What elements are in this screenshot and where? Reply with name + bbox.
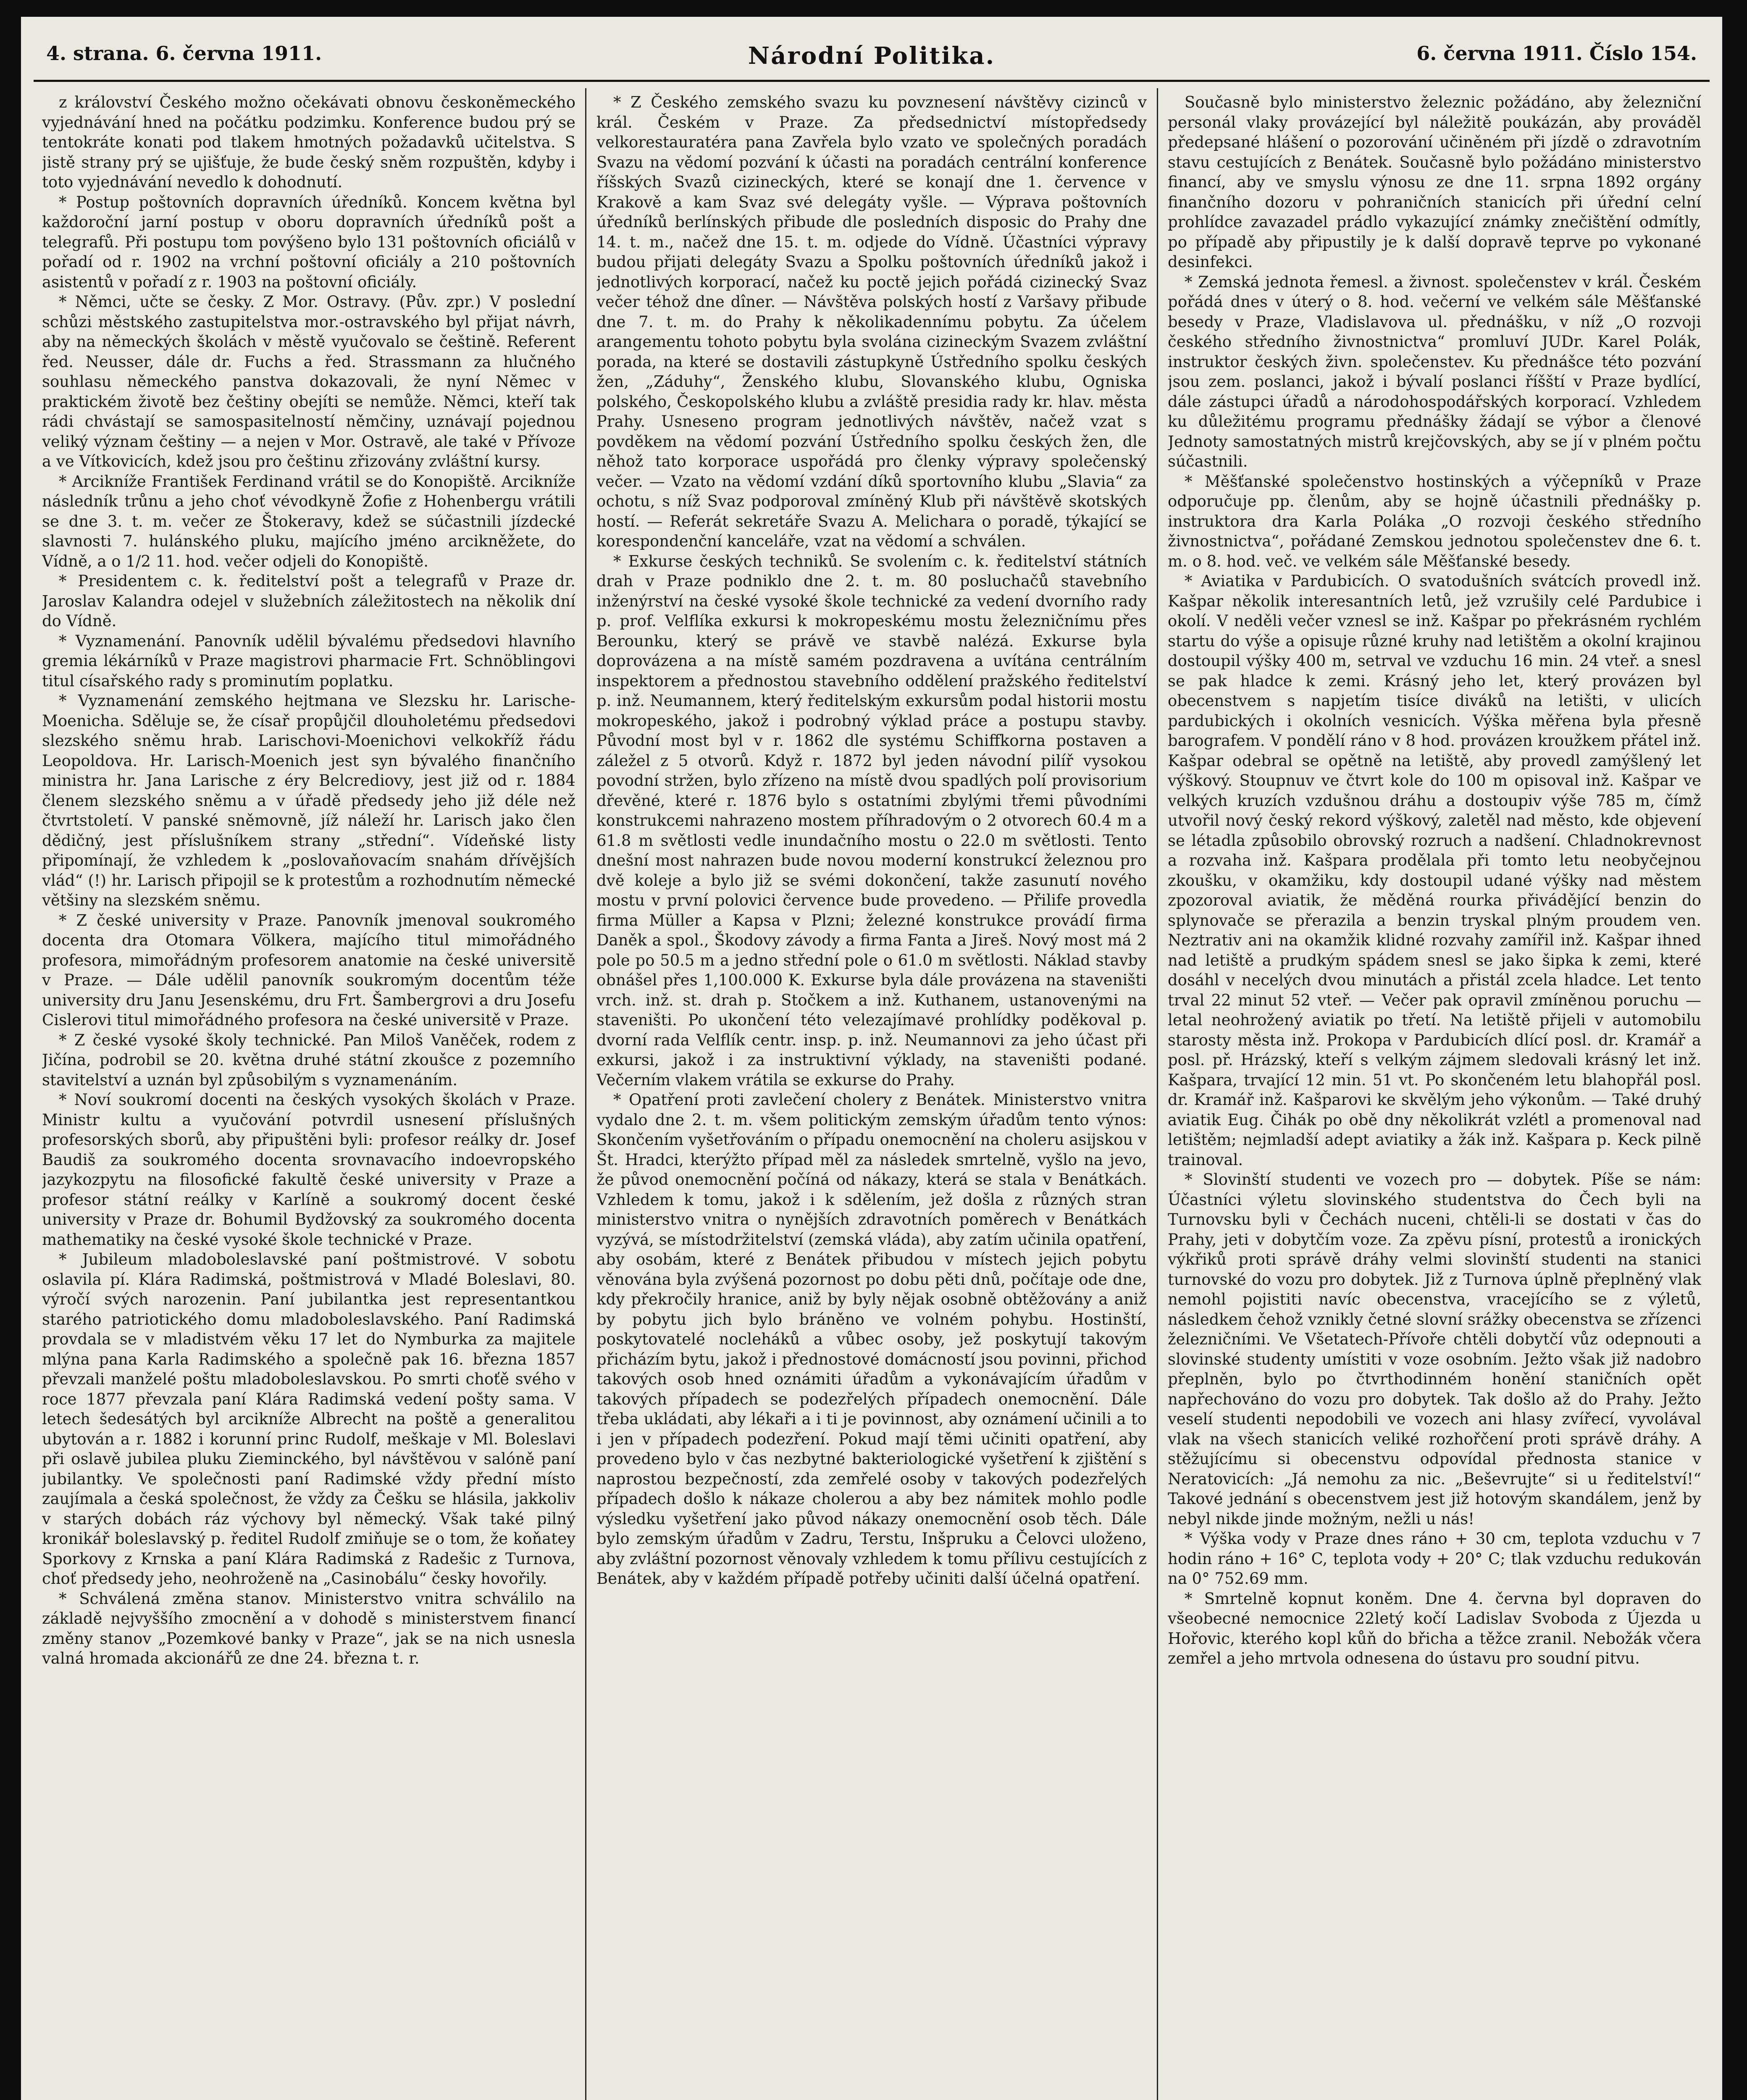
article: * Presidentem c. k. ředitelství pošt a telegrafů v Praze dr. Jaroslav Kalandra odejel v služebních záležitostech na několik dní do Vídně. <box>42 572 575 630</box>
article: * Němci, učte se česky. Z Mor. Ostravy. (Pův. zpr.) V poslední schůzi městského zastupitelstva mor.-ostravského byl přijat návrh, aby na německých školách v městě vyučovalo se češtině. Referent řed. Neusser, dále dr. Fuchs a řed. Strassmann za hlučného souhlasu německého panstva dokazovali, že nyní Němec v praktickém životě bez češtiny obejíti se nemůže. Němci, kteří tak rádi chvástají se samospasitelností němčiny, uznávají pojednou veliký význam češtiny — a nejen v Mor. Ostravě, ale také v Přívoze a ve Vítkovicích, kdež jsou pro češtinu zřizovány zvláštní kursy. <box>42 293 575 470</box>
article: * Exkurse českých techniků. Se svolením c. k. ředitelství státních drah v Praze podniklo dne 2. t. m. 80 posluchačů stavebního inženýrství na české vysoké škole technické za vedení dvorního rady p. prof. Velflíka exkursi k mokropeskému mostu železničnímu přes Berounku, který se právě ve stavbě nalézá. Exkurse byla doprovázena a na místě samém pozdravena a uvítána centrálním inspektorem a přednostou stavebního oddělení pražského ředitelství p. inž. Neumannem, který ředitelským exkursům podal historii mostu mokropeského, jakož i podrobný výklad práce a postupu stavby. Původní most byl v r. 1862 dle systému Schiffkorna postaven a záležel z 5 otvorů. Když r. 1872 byl jeden návodní pilíř vysokou povodní stržen, bylo zřízeno na místě dvou spadlých polí provisorium dřevěné, které r. 1876 bylo s ostatními zbylými třemi původními konstrukcemi nahrazeno mostem příhradovým o 2 otvorech 60.4 m a 61.8 m světlosti vedle inundačního mostu o 22.0 m světlosti. Tento dnešní most nahrazen bude novou moderní konstrukcí železnou pro dvě koleje a bylo již se svémi dokončení, takže zasunutí nového mostu v první polovici července bude provedeno. — Přilife provedla firma Müller a Kapsa v Plzni; železné konstrukce provádí firma Daněk a spol., Škodovy závody a firma Fanta a Jireš. Nový most má 2 pole po 50.5 m a jedno střední pole o 61.0 m světlosti. Náklad stavby obnášel přes 1,100.000 K. Exkurse byla dále provázena na staveništi vrch. inž. st. drah p. Stočkem a inž. Kuthanem, ustanovenými na staveništi. Po ukončení této velezajímavé prohlídky poděkoval p. dvorní rada Velflík centr. insp. p. inž. Neumannovi za jeho účast při exkursi, jakož i za instruktivní výklady, na staveništi podané. Večerním vlakem vrátila se exkurse do Prahy. <box>596 552 1147 1089</box>
page-header <box>34 42 1710 71</box>
article: * Vyznamenání. Panovník udělil bývalému předsedovi hlavního gremia lékárníků v Praze magistrovi pharmacie Frt. Schnöblingovi titul císařského rady s prominutím poplatku. <box>42 632 575 690</box>
article: * Vyznamenání zemského hejtmana ve Slezsku hr. Larische-Moenicha. Sděluje se, že císař propůjčil dlouholetému předsedovi slezského sněmu hrab. Larischovi-Moenichovi velkokříž řádu Leopoldova. Hr. Larisch-Moenich jest syn bývalého finančního ministra hr. Jana Larische z éry Belcrediovy, jest již od r. 1884 členem slezského sněmu a v úřadě předsedy jeho již déle než čtvrtstoletí. V panské sněmovně, jíž náleží hr. Larisch jako člen dědičný, jest příslušníkem strany „střední“. Vídeňské listy připomínají, že vzhledem k „poslovaňovacím snahám dřívějších vlád“ (!) hr. Larisch připojil se k protestům a rozhodnutím německé většiny na slezském sněmu. <box>42 692 575 909</box>
article: * Zemská jednota řemesl. a živnost. společenstev v král. Českém pořádá dnes v úterý o 8. hod. večerní ve velkém sále Měšťanské besedy v Praze, Vladislavova ul. přednášku, v níž „O rozvoji českého středního živnostnictva“ promluví JUDr. Karel Polák, instruktor českých živn. společenstev. Ku přednášce této pozvání jsou zem. poslanci, jakož i bývalí poslanci říšští v Praze bydlící, dále zástupci úřadů a národohospodářských korporací. Vzhledem ku důležitému programu přednášky žádají se výbor a členové Jednoty samostatných mistrů krejčovských, aby se jí v plném počtu súčastnili. <box>1168 273 1701 470</box>
newspaper-page <box>21 17 1722 2100</box>
column-divider <box>585 88 586 2100</box>
column-3 <box>1168 92 1701 2100</box>
column-2 <box>596 92 1147 2100</box>
article: * Schválená změna stanov. Ministerstvo vnitra schválilo na základě nejvyššího zmocnění a v dohodě s ministerstvem financí změny stanov „Pozemkové banky v Praze“, jak se na nich usnesla valná hromada akcionářů ze dne 24. března t. r. <box>42 1589 575 1667</box>
article: * Z české university v Praze. Panovník jmenoval soukromého docenta dra Otomara Völkera, majícího titul mimořádného profesora, mimořádným profesorem anatomie na české universitě v Praze. — Dále udělil panovník soukromým docentům téže university dru Janu Jesenskému, dru Frt. Šambergrovi a dru Josefu Cislerovi titul mimořádného profesora na české universitě v Praze. <box>42 911 575 1029</box>
header-left: 4. strana. 6. června 1911. <box>46 42 322 65</box>
article: * Postup poštovních dopravních úředníků. Koncem května byl každoroční jarní postup v oboru dopravních úředníků pošt a telegrafů. Při postupu tom povýšeno bylo 131 poštovních oficiálů v pořadí od r. 1902 na vrchní poštovní oficiály a 210 poštovních asistentů v pořadí z r. 1903 na poštovní oficiály. <box>42 193 575 291</box>
column-1 <box>42 92 575 2100</box>
article: * Z Českého zemského svazu ku povznesení návštěvy cizinců v král. Českém v Praze. Za předsednictví místopředsedy velkorestauratéra pana Zavřela bylo vzato ve společných poradách Svazu na vědomí pozvání k účasti na poradách centrální konference říšských Svazů cizineckých, které se konají dne 1. července v Krakově a kam Svaz své delegáty vyšle. — Výprava poštovních úředníků berlínských přibude dle posledních disposic do Prahy dne 14. t. m., načež dne 15. t. m. odjede do Vídně. Účastníci výpravy budou přijati delegáty Svazu a Spolku poštovních úředníků jakož i jednotlivých korporací, načež ku poctě jejich pořádá cizinecký Svaz večer téhož dne dîner. — Návštěva polských hostí z Varšavy přibude dne 7. t. m. do Prahy k několikadennímu pobytu. Za účelem arangementu tohoto pobytu byla svolána cizineckým Svazem zvláštní porada, na které se dostavili zástupkyně Ústředního spolku českých žen, „Záduhy“, Ženského klubu, Slovanského klubu, Ogniska polského, Českopolského klubu a zvláště presidia rady kr. hlav. města Prahy. Usneseno program jednotlivých návštěv, načež vzat s povděkem na vědomí pozvání Ústředního spolku českých žen, dle něhož tato korporace uspořádá pro členky výpravy společenský večer. — Vzato na vědomí vzdání díků sportovního klubu „Slavia“ za ochotu, s níž Svaz podporoval zmíněný Klub při návštěvě skotských hostí. — Referát sekretáře Svazu A. Melichara o poradě, týkající se korespondenční kanceláře, vzat na vědomí a schválen. <box>596 93 1147 550</box>
column-divider <box>1157 88 1158 2100</box>
article: * Jubileum mladoboleslavské paní poštmistrové. V sobotu oslavila pí. Klára Radimská, poštmistrová v Mladé Boleslavi, 80. výročí svých narozenin. Paní jubilantka jest representantkou starého patriotického domu mladoboleslavského. Paní Radimská provdala se v mladistvém věku 17 let do Nymburka za majitele mlýna pana Karla Radimského a společně pak 16. března 1857 převzali manželé poštu mladoboleslavskou. Po smrti choťě svého v roce 1877 převzala paní Klára Radimská vedení pošty sama. V letech šedesátých byl arcikníže Albrecht na poště a generalitou ubytován a r. 1882 i korunní princ Rudolf, meškaje v Ml. Boleslavi při oslavě jubilea pluku Zieminckého, byl návštěvou v salóně paní jubilantky. Ve společnosti paní Radimské vždy přední místo zaujímala a česká společnost, že vždy za Češku se hlásila, jakkoliv v starých dobách ráz výchovy byl německý. Však také pilný kronikář boleslavský p. ředitel Rudolf zmiňuje se o tom, že koňatey Sporkovy z Krnska a paní Klára Radimská z Radešic z Turnova, choť předsedy jeho, neohroženě na „Casinobálu“ česky hovořily. <box>42 1250 575 1588</box>
article: * Noví soukromí docenti na českých vysokých školách v Praze. Ministr kultu a vyučování potvrdil usnesení příslušných profesorských sborů, aby připuštěni byli: profesor reálky dr. Josef Baudiš za soukromého docenta srovnavacího indoevropského jazykozpytu na filosofické fakultě české university v Praze a profesor státní reálky v Karlíně a soukromý docent české university v Praze dr. Bohumil Bydžovský za soukromého docenta mathematiky na české vysoké škole technické v Praze. <box>42 1091 575 1249</box>
article: * Smrtelně kopnut koněm. Dne 4. června byl dopraven do všeobecné nemocnice 22letý kočí Ladislav Svoboda z Újezda u Hořovic, kterého kopl kůň do břicha a těžce zranil. Nebožák včera zemřel a jeho mrtvola odnesena do ústavu pro soudní pitvu. <box>1168 1589 1701 1667</box>
article: * Měšťanské společenstvo hostinských a výčepníků v Praze odporučuje pp. členům, aby se hojně účastnili přednášky p. instruktora dra Karla Poláka „O rozvoji českého středního živnostnictva“, pořádané Zemskou jednotou společenstev dne 6. t. m. o 8. hod. več. ve velkém sále Měšťanské besedy. <box>1168 472 1701 570</box>
article: * Výška vody v Praze dnes ráno + 30 cm, teplota vzduchu v 7 hodin ráno + 16° C, teplota vody + 20° C; tlak vzduchu redukován na 0° 752.69 mm. <box>1168 1530 1701 1588</box>
header-right: 6. června 1911. Číslo 154. <box>1416 42 1697 65</box>
masthead-title: Národní Politika. <box>748 42 996 70</box>
article: * Slovinští studenti ve vozech pro — dobytek. Píše se nám: Účastníci výletu slovinského studentstva do Čech byli na Turnovsku byli v Čechách nuceni, chtěli-li se dostati v čas do Prahy, jeti v dobytčím voze. Za zpěvu písní, protestů a ironických výkřiků proti správě dráhy velmi slovinští studenti na stanici turnovské do vozu pro dobytek. Již z Turnova úplně přeplněný vlak nemohl pojistiti navíc obecenstva, vracejícího se z výletů, následkem čehož vznikly četné slovní srážky obecenstva se zřízenci železničními. Ve Všetatech-Přívoře chtěli dobytčí vůz odepnouti a slovinské studenty umístiti v voze osobním. Ježto však již nadobro přeplněn, bylo po čtvrthodinném honění staničních opět napřechováno do vozu pro dobytek. Tak došlo až do Prahy. Ježto veselí studenti nepodobili ve vozech ani hlasy zvířecí, vyvolával vlak na všech stanicích veliké rozhořčení proti správě dráhy. A stěžujícímu si obecenstvu odpovídal přednosta stanice v Neratovicích: „Já nemohu za nic. „Beševrujte“ si u ředitelství!“ Takové jednání s obecenstvem jest již hotovým skandálem, jenž by nebyl nikde jinde možným, nežli u nás! <box>1168 1171 1701 1528</box>
header-rule <box>34 80 1710 82</box>
article: Současně bylo ministerstvo železnic požádáno, aby železniční personál vlaky provázející byl náležitě poukázán, aby prováděl předepsané hlášení o pozorování učiněném při jízdě o zdravotním stavu cestujících z Benátek. Současně bylo požádáno ministerstvo financí, aby ve smyslu výnosu ze dne 11. srpna 1892 orgány finančního dozoru v pohraničních stanicích při úřední celní prohlídce zavazadel prádlo vykazující známky znečištění odmítly, po případě aby připustily je k další dopravě teprve po vykonané desinfekci. <box>1168 93 1701 271</box>
article: * Arcikníže František Ferdinand vrátil se do Konopiště. Arcikníže následník trůnu a jeho choť vévodkyně Žofie z Hohenbergu vrátili se dne 3. t. m. večer ze Štokeravy, kdež se súčastnili jízdecké slavnosti 7. hulánského pluku, majícího jméno arcikněžete, do Vídně, a o 1/2 11. hod. večer odjeli do Konopiště. <box>42 472 575 570</box>
article: * Aviatika v Pardubicích. O svatodušních svátcích provedl inž. Kašpar několik interesantních letů, jež vzrušily celé Pardubice i okolí. V neděli večer vznesl se inž. Kašpar po překrásném rychlém startu do výše a opisuje různé kruhy nad letištěm a okolní krajinou dostoupil výšky 400 m, setrval ve vzduchu 16 min. 24 vteř. a snesl se pak hladce k zemi. Krásný jeho let, který provázen byl obecenstvem s napjetím tisíce diváků na letišti, v ulicích pardubických i okolních vesnicích. Výška měřena byla přesně barografem. V pondělí ráno v 8 hod. provázen kroužkem přátel inž. Kašpar odebral se opětně na letiště, aby provedl zamýšlený let výškový. Stoupnuv ve čtvrt kole do 100 m opisoval inž. Kašpar ve velkých kruzích vzdušnou dráhu a dostoupiv výše 785 m, čímž utvořil nový český rekord výškový, zaletěl nad město, kde objevení se létadla způsobilo obrovský rozruch a nadšení. Chladnokrevnost a rozvaha inž. Kašpara prodělala při tomto letu neobyčejnou zkoušku, v okamžiku, kdy dostoupil udané výšky nad městem zpozoroval aviatik, že měděná rourka přivádějící benzin do splynovače se přerazila a benzin tryskal plným proudem ven. Neztrativ ani na okamžik klidné rozvahy zamířil inž. Kašpar ihned nad letiště a prudkým spádem snesl se jako šipka k zemi, které dosáhl v necelých dvou minutách a přistál zcela hladce. Let tento trval 22 minut 52 vteř. — Večer pak opravil zmíněnou poruchu — letal neohrožený aviatik po třetí. Na letiště přijeli v automobilu starosty města inž. Prokopa v Pardubicích dlící posl. dr. Kramář a posl. př. Hrázský, kteří s velkým zájmem sledovali krásný let inž. Kašpara, trvající 12 min. 51 vt. Po skončeném letu blahopřál posl. dr. Kramář inž. Kašparovi ke skvělým jeho výkonům. — Také druhý aviatik Eug. Čihák po obě dny několikrát vzlétl a promenoval nad letištěm; nejmladší adept aviatiky a žák inž. Kašpara p. Keck pilně trainoval. <box>1168 572 1701 1169</box>
article: z království Českého možno očekávati obnovu českoněmeckého vyjednávání hned na počátku podzimku. Konference budou prý se tentokráte konati pod tlakem hmotných požadavků učitelstva. S jistě strany prý se ujišťuje, že bude český sněm rozpuštěn, kdyby i toto vyjednávání nevedlo k dohodnutí. <box>42 93 575 191</box>
article: * Opatření proti zavlečení cholery z Benátek. Ministerstvo vnitra vydalo dne 2. t. m. všem politickým zemským úřadům tento výnos: Skončením vyšetřováním o případu onemocnění na choleru asijskou v Št. Hradci, kterýžto případ měl za následek smrtelně, vyšlo na jevo, že původ onemocnění počíná od nákazy, která se stala v Benátkách. Vzhledem k tomu, jakož i k sdělením, jež došla z různých stran ministerstvo vnitra o nynějších zdravotních poměrech v Benátkách vyzývá, se místodržitelství (zemská vláda), aby zatím učinila opatření, aby osobám, které z Benátek přibudou v místech jejich pobytu věnována byla zvýšená pozornost po dobu pěti dnů, počítaje ode dne, kdy překročily hranice, aniž by byly nějak osobně obtěžovány a aniž by pobytu jich bylo bráněno ve volném pohybu. Hostinští, poskytovatelé nocleháků a vůbec osoby, jež poskytují takovým přicházím bytu, jakož i přednostové domácností jsou povinni, přichod takových osob hned oznámiti úřadům a vykonávajícím úřadům v takových případech se podezřelých případech onemocnění. Dále třeba ukládati, aby lékaři a i ti je povinnost, aby oznámení učinili a to i jen v případech podezření. Pokud mají těmi učiniti opatření, aby provedeno bylo v čas nezbytné bakteriologické vyšetření k zjištění s naprostou bezpečností, zda zemřelé osoby v takových podezřelých případech došlo k nákaze cholerou a aby bez námitek mohlo podle výsledku vyšetření jako původ nákazy onemocnění osob těch. Dále bylo zemským úřadům v Zadru, Terstu, Inšpruku a Čelovci uloženo, aby zvláštní pozornost věnovaly vzhledem k tomu přílivu cestujících z Benátek, aby v každém případě potřeby učiniti další účelná opatření. <box>596 1091 1147 1588</box>
article: * Z české vysoké školy technické. Pan Miloš Vaněček, rodem z Jičína, podrobil se 20. května druhé státní zkoušce z pozemního stavitelství a uznán byl způsobilým s vyznamenáním. <box>42 1031 575 1089</box>
